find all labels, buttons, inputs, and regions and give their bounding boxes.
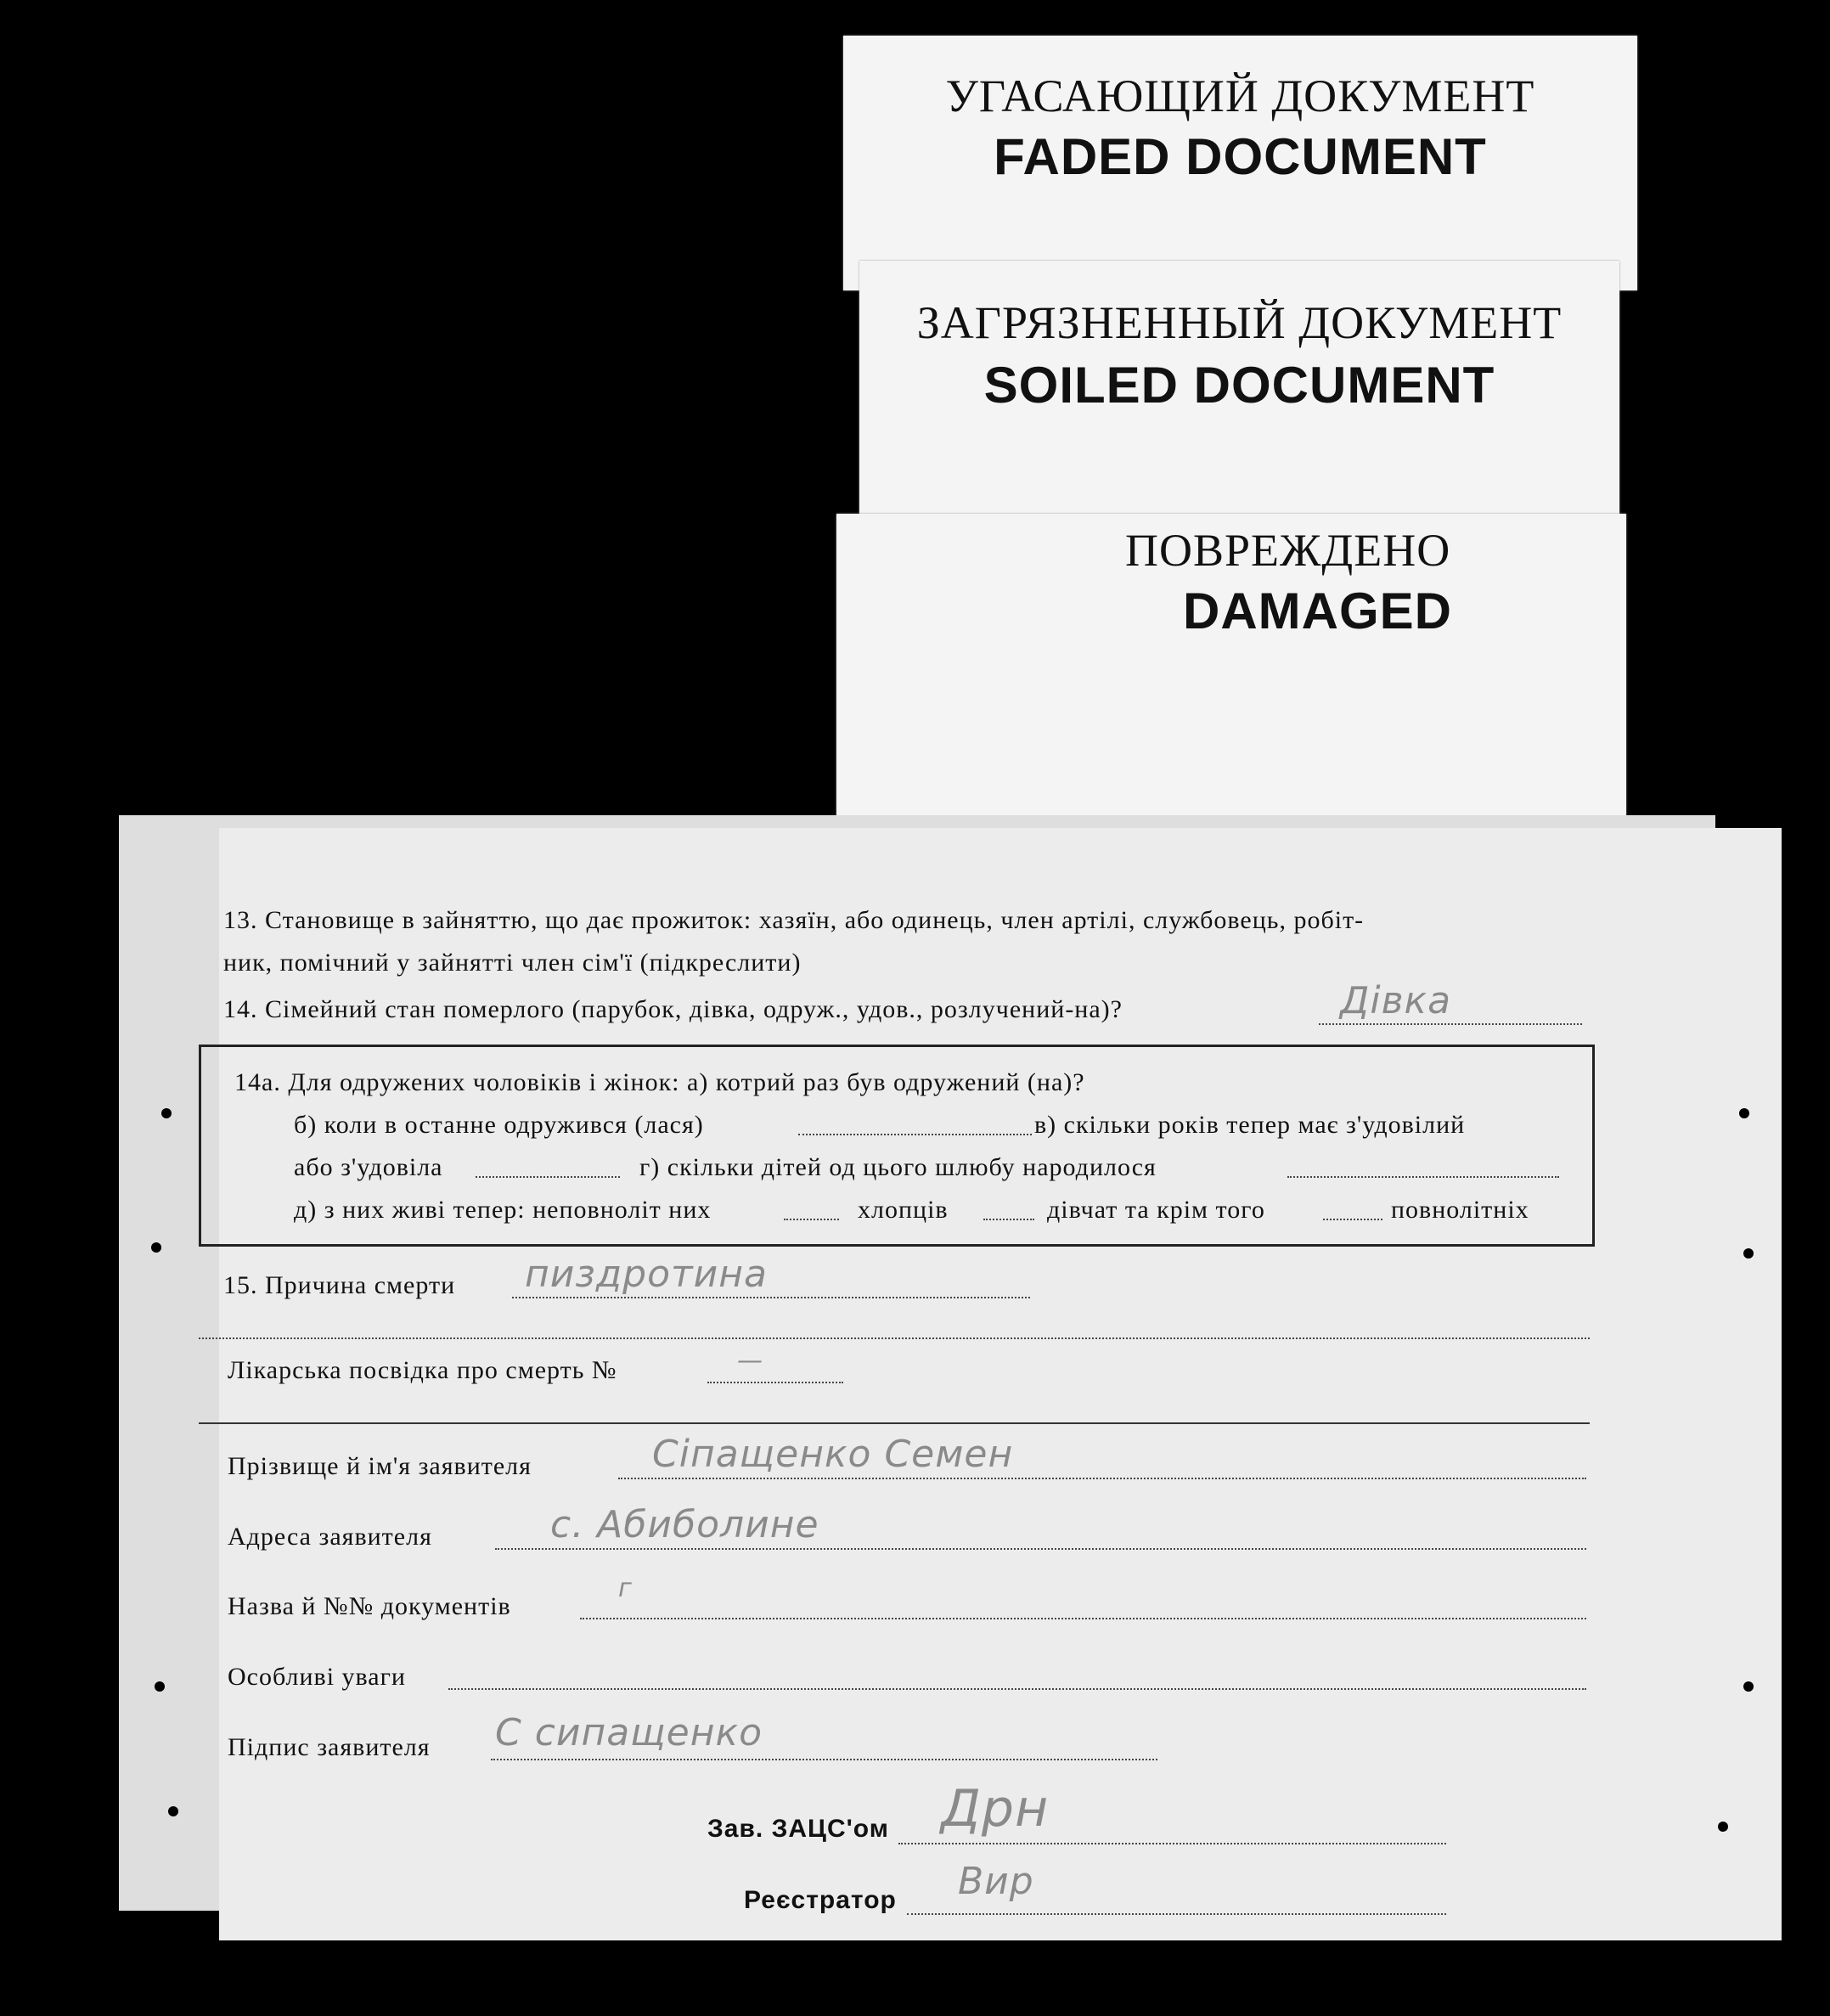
- damaged-document-label: [836, 514, 1626, 819]
- damaged-label-ru: ПОВРЕЖДЕНО: [1125, 525, 1451, 576]
- soiled-label-ru: ЗАГРЯЗНЕННЫЙ ДОКУМЕНТ: [916, 297, 1563, 348]
- signature-label: Підпис заявителя: [228, 1733, 431, 1761]
- faded-document-label: [843, 36, 1637, 290]
- q14-answer-line: [1319, 1023, 1582, 1025]
- documents-label: Назва й №№ документів: [228, 1592, 511, 1620]
- remarks-label: Особливі уваги: [228, 1663, 406, 1691]
- q14a-line3-dots: [476, 1176, 620, 1178]
- q15-answer-line: [512, 1297, 1030, 1298]
- q14a-line4b: хлопців: [858, 1196, 949, 1224]
- punch-hole: [1743, 1681, 1754, 1692]
- q15-label: 15. Причина смерти: [223, 1271, 456, 1299]
- q14a-line2-dots: [798, 1134, 1032, 1135]
- certificate-answer: —: [737, 1346, 763, 1376]
- head-signature: Дрн: [941, 1779, 1050, 1839]
- registrar-signature-line: [907, 1913, 1446, 1915]
- applicant-signature: С сипащенко: [495, 1711, 763, 1754]
- q14a-line4-dots2: [983, 1219, 1034, 1220]
- soiled-document-label: [859, 261, 1619, 524]
- q15-answer: пиздротина: [525, 1253, 768, 1296]
- applicant-address-line: [495, 1548, 1586, 1550]
- q13-line2: ник, помічний у зайнятті член сім'ї (підкреслити): [223, 949, 802, 977]
- q15-second-line: [199, 1337, 1590, 1339]
- punch-hole: [1743, 1248, 1754, 1259]
- q14a-line2b: в) скільки років тепер має з'удовілий: [1034, 1111, 1466, 1139]
- q14a-line1: 14а. Для одружених чоловіків і жінок: а) котрий раз був одружений (на)?: [234, 1068, 1085, 1096]
- head-signature-line: [898, 1843, 1446, 1844]
- applicant-address-label: Адреса заявителя: [228, 1523, 432, 1551]
- q14a-line2a: б) коли в останне одружився (лася): [294, 1111, 704, 1139]
- punch-hole: [151, 1242, 161, 1253]
- applicant-name-label: Прізвище й ім'я заявителя: [228, 1452, 532, 1480]
- certificate-line: [707, 1382, 843, 1383]
- death-record-form: [219, 828, 1782, 1940]
- q14a-line3b: г) скільки дітей од цього шлюбу народилося: [639, 1153, 1157, 1181]
- applicant-name-answer: Сіпащенко Семен: [652, 1433, 1014, 1476]
- remarks-line: [448, 1688, 1586, 1690]
- q13-line1: 13. Становище в зайняттю, що дає прожиток: хазяїн, або одинець, член артілі, службовець, робіт-: [223, 906, 1365, 934]
- registrar-signature: Вир: [958, 1860, 1034, 1903]
- q14a-line4-dots1: [784, 1219, 839, 1220]
- signature-line: [491, 1759, 1157, 1760]
- registrar-label: Реєстратор: [744, 1886, 897, 1914]
- head-label: Зав. ЗАЦС'ом: [707, 1815, 889, 1843]
- documents-answer: г: [618, 1574, 633, 1603]
- q14-label: 14. Сімейний стан померлого (парубок, дівка, одруж., удов., розлучений-на)?: [223, 995, 1123, 1023]
- certificate-label: Лікарська посвідка про смерть №: [228, 1356, 617, 1384]
- punch-hole: [155, 1681, 165, 1692]
- q14a-line4-dots3: [1323, 1219, 1382, 1220]
- section-divider: [199, 1422, 1590, 1424]
- faded-label-ru: УГАСАЮЩИЙ ДОКУМЕНТ: [945, 70, 1535, 121]
- q14a-line4a: д) з них живі тепер: неповноліт них: [294, 1196, 712, 1224]
- punch-hole: [168, 1806, 178, 1816]
- faded-label-en: FADED DOCUMENT: [994, 128, 1487, 185]
- applicant-address-answer: с. Абиболине: [550, 1503, 819, 1546]
- q14a-line3a: або з'удовіла: [294, 1153, 443, 1181]
- soiled-label-en: SOILED DOCUMENT: [983, 357, 1495, 414]
- q14a-line4c: дівчат та крім того: [1047, 1196, 1265, 1224]
- applicant-name-line: [618, 1478, 1586, 1479]
- punch-hole: [1739, 1108, 1749, 1118]
- punch-hole: [1718, 1822, 1728, 1832]
- documents-line: [580, 1618, 1586, 1619]
- q14a-line3b-dots: [1287, 1176, 1559, 1178]
- damaged-label-en: DAMAGED: [1183, 583, 1452, 639]
- punch-hole: [161, 1108, 172, 1118]
- q14-answer: Дівка: [1340, 979, 1452, 1022]
- q14a-line4d: повнолітніх: [1391, 1196, 1529, 1224]
